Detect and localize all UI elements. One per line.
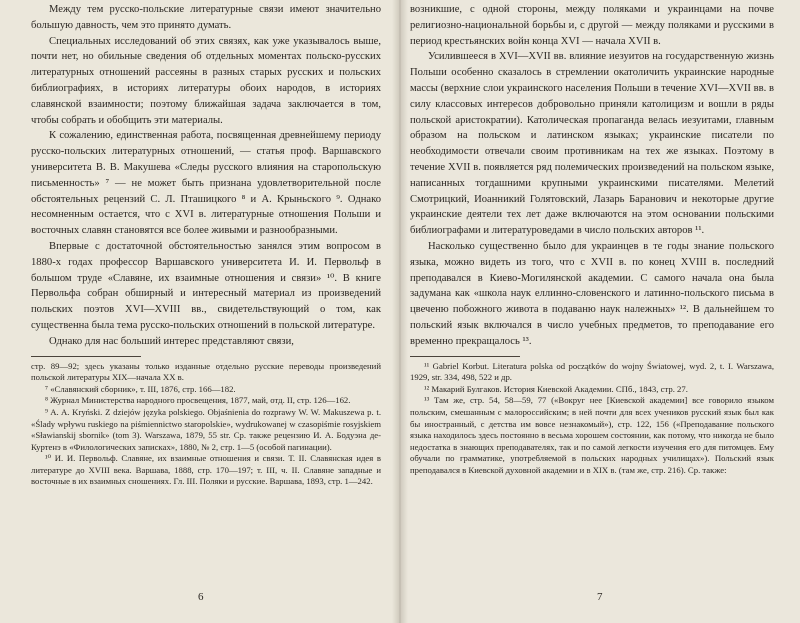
paragraph: К сожалению, единственная работа, посвященная древнейшему периоду русско-польских литературных отношений, — статья проф. Варшавского университета В. В. Макушева «Следы русского влияния на старопольскую письменность» ⁷ — не может быть признана удовлетворительной после обстоятельных рецензий С. Л. Пташицкого ⁸ и А. Крыньского ⁹. Однако несомненным остается, что с XVI в. литературные отношения Польши и восточных славян становятся все более живыми и разнообразными. xyxy=(31,130,381,237)
footnote: ¹⁰ И. И. Первольф. Славяне, их взаимные отношения и связи. Т. II. Славянская идея в литературе до XVIII века. Варшава, 1888, стр. 170—197; т. III, ч. II. Славяне западные и восточные в их взаимных сношениях. Гл. III. Поляки и русские. Варшава, 1893, стр. 1—242. xyxy=(31,453,381,487)
left-page-content xyxy=(31,2,381,488)
paragraph: Между тем русско-польские литературные связи имеют значительно большую давность, чем это принято думать. xyxy=(31,4,381,31)
paragraph: Впервые с достаточной обстоятельностью занялся этим вопросом в 1880-х годах профессор Варшавского университета И. И. Первольф в большом труде «Славяне, их взаимные отношения и связи» ¹⁰. В книге Первольфа собран обширный и интересный материал из произведений польских поэтов XVI—XVIII вв., свидетельствующий о том, как существенна была тема русско-польских отношений в польской литературе. xyxy=(31,240,381,331)
right-page-content xyxy=(410,2,774,476)
paragraph: Усилившееся в XVI—XVII вв. влияние иезуитов на государственную жизнь Польши особенно сказалось в стремлении окатоличить украинские народные массы (верхние слои украинского населения Польши в течение XVI—XVII вв. в силу классовых интересов добровольно приняли католицизм и вошли в ряды польской аристократии). Католическая пропаганда велась иезуитами, главным образом на польском и латинском языках; украинские писатели по необходимости отвечали своим противникам на тех же языках. Поэтому в течение XVII в. появляется ряд полемических произведений на польском языке, написанных тогдашними крупными украинскими писателями. Мелетий Смотрицкий, Иоанникий Голятовский, Лазарь Баранович и некоторые другие украинские деятели тех лет даже включаются на этом основании польскими библиографами и литературоведами в число польских авторов ¹¹. xyxy=(410,51,774,237)
book-gutter xyxy=(392,0,408,623)
page-number: 6 xyxy=(198,591,204,603)
footnote: ⁹ A. A. Kryński. Z dziejów języka polskiego. Objaśnienia do rozprawy W. W. Makuszewa p. t. «Ślady wpływu ruskiego na piśmiennictwo staropolskie», wydrukowanej w czasopiśmie rosyjskiem «Sławianskij sbornik» (tom 3). Warszawa, 1879, 55 str. Ср. также рецензию И. А. Бодуэна де-Куртенэ в «Филологических записках», 1880, № 2, стр. 1—5 (особой пагинации). xyxy=(31,406,381,452)
footnote: ⁷ «Славянский сборник», т. III, 1876, стр. 166—182. xyxy=(45,383,236,394)
footnote: ¹² Макарий Булгаков. История Киевской Академии. СПб., 1843, стр. 27. xyxy=(424,383,688,394)
paragraph: Специальных исследований об этих связях, как уже указывалось выше, почти нет, но обильные сведения об отдельных моментах польско-русских литературных отношений рассеяны в разных старых русских и польских библиографиях, в историях литературы обоих народов, в историях славянской взаимности; поэтому ближайшая задача заключается в том, чтобы собрать и обобщить эти материалы. xyxy=(31,35,381,126)
left-page-body xyxy=(31,2,381,350)
paragraph: возникшие, с одной стороны, между поляками и украинцами на почве религиозно-национальной борьбы и, с другой — между поляками и русскими в период крестьянских войн конца XVI — начала XVII в. xyxy=(410,4,774,47)
paragraph: Однако для нас больший интерес представляют связи, xyxy=(49,335,294,347)
footnote-separator xyxy=(31,356,141,357)
footnote: ¹¹ Gabriel Korbut. Literatura polska od początków do wojny Światowej, wyd. 2, t. I. Warszawa, 1929, str. 334, 498, 522 и др. xyxy=(410,360,774,383)
footnote: ¹³ Там же, стр. 54, 58—59, 77 («Вокруг нее [Киевской академии] все говорило языком польским, смешанным с малороссийским; в ней почти для всех учеников русский язык был как бы иностранный, с детства им вовсе незнакомый»), стр. 122, 156 («Преподавание польского языка находилось здесь постоянно в весьма хорошем состоянии, как потому, что никогда не было недостатка в знающих преподавателях, так и по самой легкости изучения его для питомцев. Ему обучали по грамматике, употребляемой в польских народных училищах»). Польский язык преподавался в Киевской духовной академии и в XIX в. (там же, стр. 216). Ср. также: xyxy=(410,395,774,475)
footnote: ⁸ Журнал Министерства народного просвещения, 1877, май, отд. II, стр. 126—162. xyxy=(45,395,351,406)
footnote: стр. 89—92; здесь указаны только изданные отдельно русские переводы произведений польской литературы XIX—начала XX в. xyxy=(31,360,381,383)
paragraph: Насколько существенно было для украинцев в те годы знание польского языка, можно видеть из того, что с XVII в. по конец XVIII в. последний преподавался в Киево-Могилянской академии. С самого начала она была задумана как «школа наук еллинно-словенского и латинно-польского письма в цвеченю побожного живота в подаваню наук належных» ¹². В дальнейшем то польский язык включался в число учебных предметов, то преподавание его временно прекращалось ¹³. xyxy=(410,240,774,347)
right-page-footnotes xyxy=(410,361,774,477)
right-page-body xyxy=(410,2,774,350)
page-number: 7 xyxy=(597,591,603,603)
footnote-separator xyxy=(410,356,520,357)
left-page-footnotes xyxy=(31,361,381,489)
